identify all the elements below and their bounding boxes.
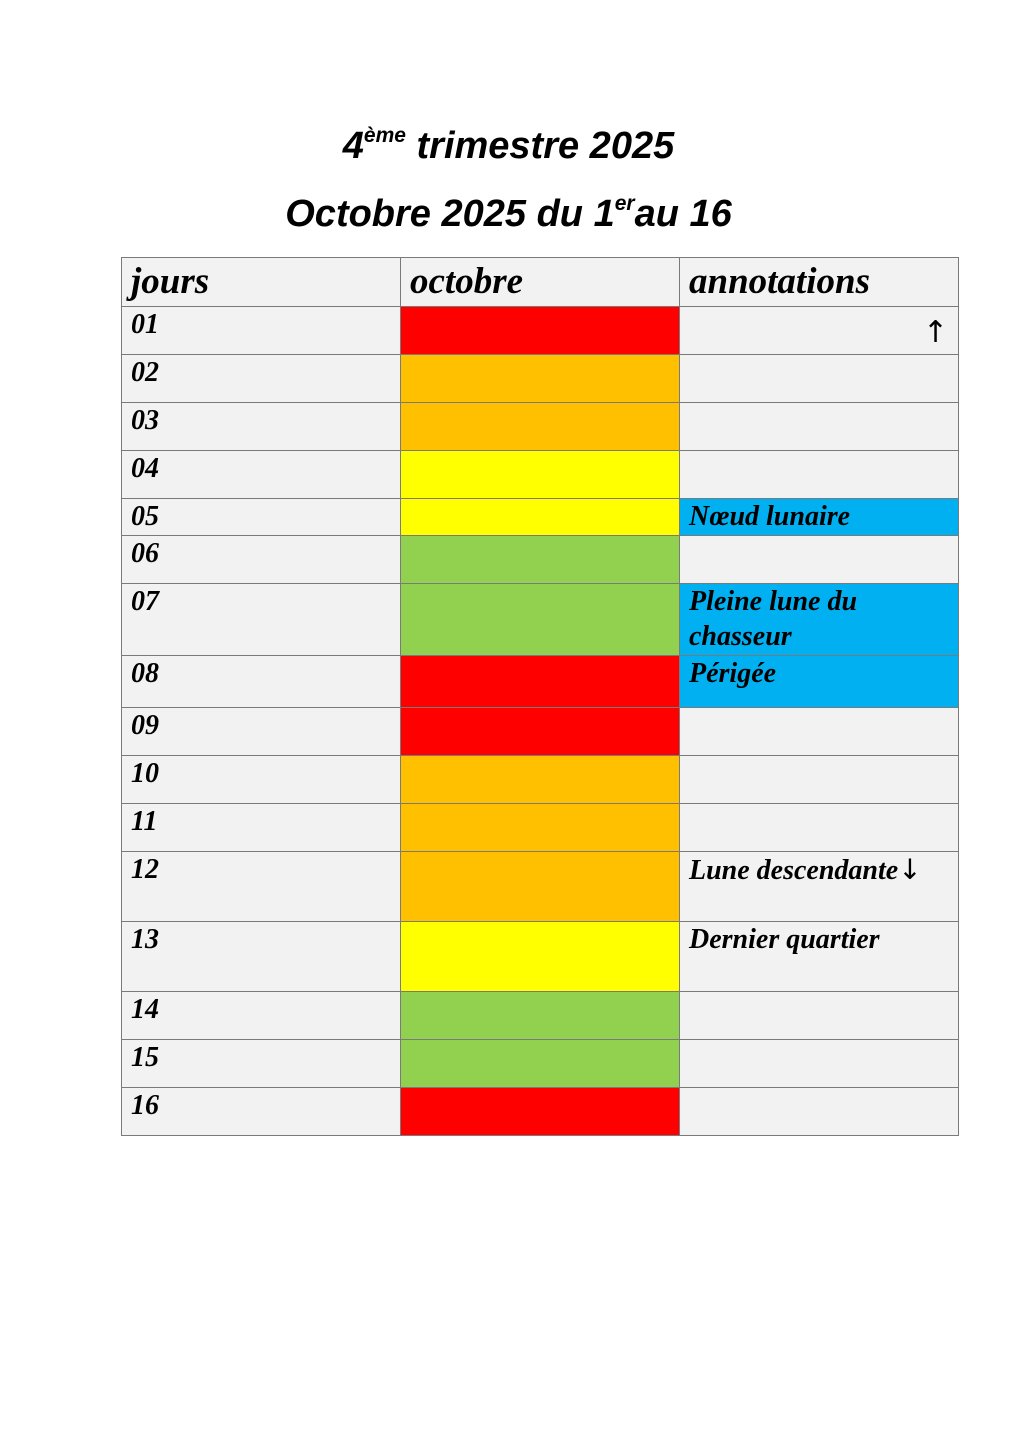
annotation-text: Nœud lunaire [689, 501, 851, 532]
day-cell: 16 [122, 1088, 401, 1136]
table-row [122, 708, 959, 756]
day-cell: 07 [122, 584, 401, 656]
color-cell [401, 708, 680, 756]
day-cell: 06 [122, 536, 401, 584]
color-cell [401, 992, 680, 1040]
color-cell [401, 656, 680, 708]
day-cell: 13 [122, 922, 401, 992]
annotation-cell [680, 756, 959, 804]
annotation-cell [680, 536, 959, 584]
annotation-cell [680, 403, 959, 451]
color-cell [401, 852, 680, 922]
title-line-2-rest: au 16 [634, 193, 732, 235]
annotation-cell [680, 804, 959, 852]
table-row [122, 852, 959, 922]
table-row [122, 499, 959, 536]
color-cell [401, 1040, 680, 1088]
annotation-cell [680, 307, 959, 355]
annotation-cell [680, 852, 959, 922]
title-line-2-sup: er [614, 192, 635, 215]
arrow-up-icon: ↑ [922, 315, 948, 350]
table-row [122, 992, 959, 1040]
annotation-cell [680, 1088, 959, 1136]
annotation-text: Lune descendante [689, 855, 899, 886]
table-row [122, 1088, 959, 1136]
title-line-1-main: 4 [342, 125, 364, 167]
annotation-cell [680, 922, 959, 992]
day-cell: 02 [122, 355, 401, 403]
color-cell [401, 403, 680, 451]
table-row [122, 584, 959, 656]
annotation-cell [680, 992, 959, 1040]
annotation-cell [680, 708, 959, 756]
day-cell: 12 [122, 852, 401, 922]
table-row [122, 307, 959, 355]
table-row [122, 536, 959, 584]
title-line-1-rest: trimestre 2025 [405, 125, 675, 167]
table-row [122, 1040, 959, 1088]
color-cell [401, 536, 680, 584]
color-cell [401, 804, 680, 852]
color-cell [401, 922, 680, 992]
table-row [122, 451, 959, 499]
calendar-table [121, 257, 959, 1136]
annotation-cell [680, 656, 959, 708]
title-line-2-main: Octobre 2025 du 1 [285, 193, 615, 235]
day-cell: 14 [122, 992, 401, 1040]
arrow-down-icon: ↓ [898, 853, 922, 886]
color-cell [401, 355, 680, 403]
table-row [122, 922, 959, 992]
day-cell: 08 [122, 656, 401, 708]
header-jours: jours [122, 258, 401, 307]
page-title [0, 124, 1017, 168]
annotation-text: Dernier quartier [689, 924, 880, 955]
annotation-text: Périgée [689, 658, 777, 689]
annotation-cell [680, 1040, 959, 1088]
header-octobre: octobre [401, 258, 680, 307]
day-cell: 15 [122, 1040, 401, 1088]
day-cell: 03 [122, 403, 401, 451]
annotation-cell [680, 499, 959, 536]
color-cell [401, 1088, 680, 1136]
day-cell: 01 [122, 307, 401, 355]
color-cell [401, 756, 680, 804]
day-cell: 10 [122, 756, 401, 804]
day-cell: 05 [122, 499, 401, 536]
annotation-text: Pleine lune du chasseur [689, 586, 858, 652]
day-cell: 09 [122, 708, 401, 756]
table-row [122, 355, 959, 403]
title-line-1-sup: ème [363, 124, 406, 147]
table-row [122, 656, 959, 708]
annotation-cell [680, 355, 959, 403]
table-row [122, 756, 959, 804]
color-cell [401, 584, 680, 656]
annotation-cell [680, 451, 959, 499]
day-cell: 11 [122, 804, 401, 852]
day-cell: 04 [122, 451, 401, 499]
table-row [122, 804, 959, 852]
calendar-body [122, 307, 959, 1136]
header-annotations: annotations [680, 258, 959, 307]
color-cell [401, 307, 680, 355]
table-row [122, 403, 959, 451]
color-cell [401, 451, 680, 499]
header-row [122, 258, 959, 307]
color-cell [401, 499, 680, 536]
page-subtitle [0, 192, 1017, 236]
annotation-cell [680, 584, 959, 656]
